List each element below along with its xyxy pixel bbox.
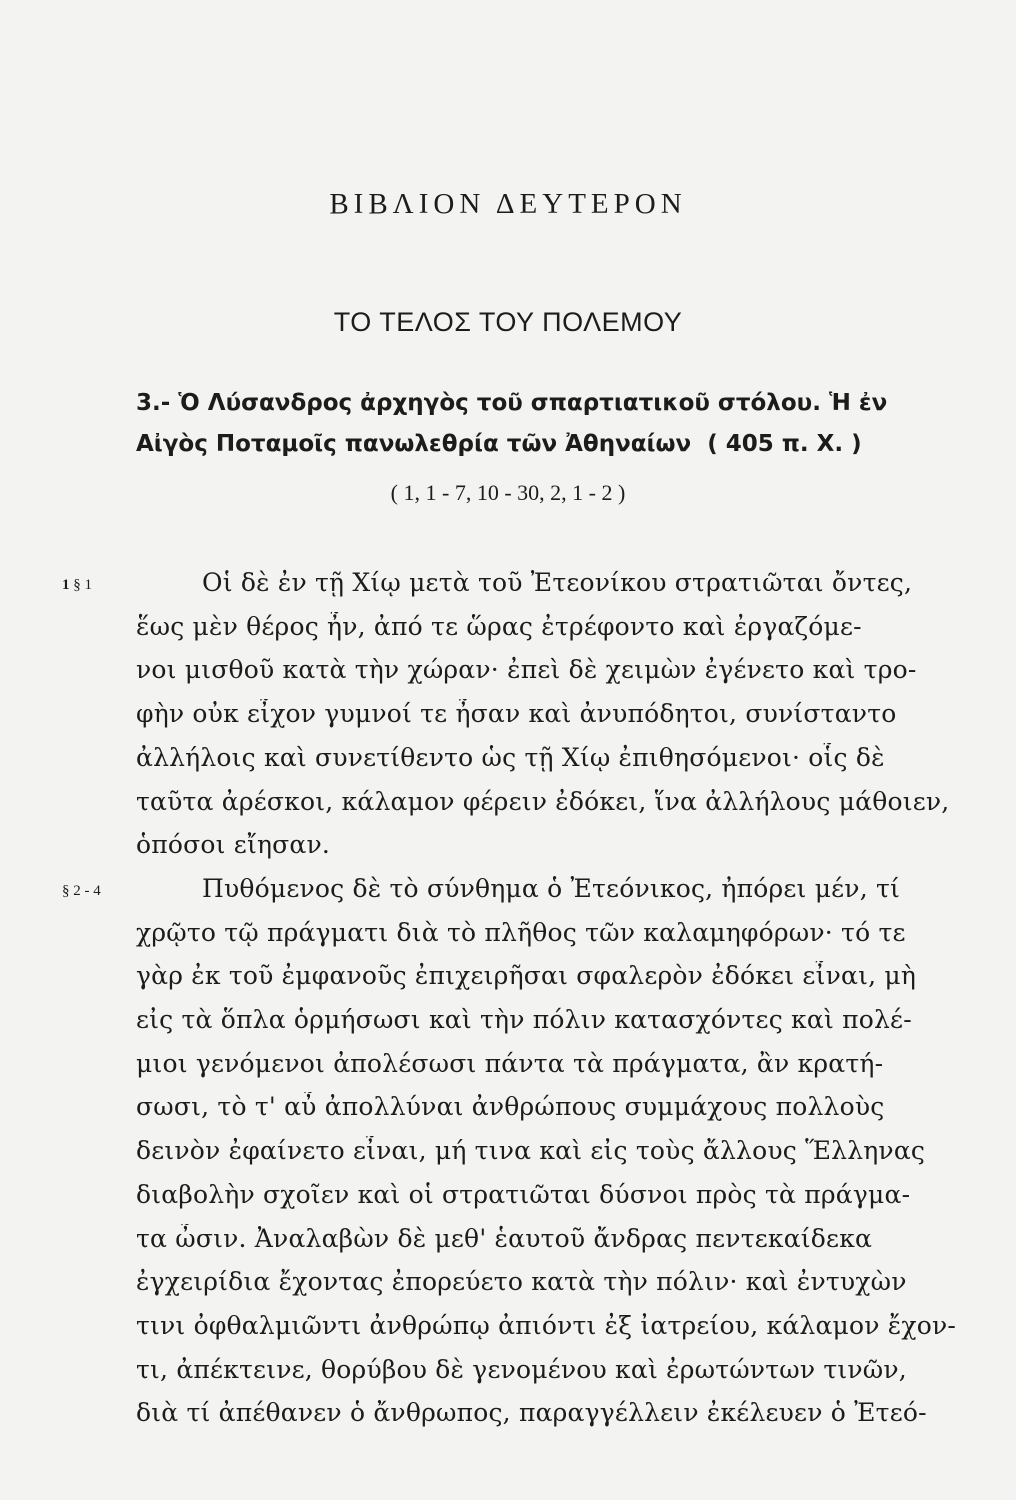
text-line: ἕως μὲν θέρος ἦν, ἀπό τε ὥρας ἐτρέφοντο καὶ ἐργαζόμε- — [136, 611, 862, 641]
paragraph-marker — [62, 577, 92, 594]
book-title: ΒΙΒΛΙΟΝ ΔΕΥΤΕΡΟΝ — [329, 188, 687, 220]
text-line: Πυθόμενος δὲ τὸ σύνθημα ὁ Ἐτεόνικος, ἠπόρει μέν, τί — [202, 873, 901, 903]
text-line: νοι μισθοῦ κατὰ τὴν χώραν· ἐπεὶ δὲ χειμὼν ἐγένετο καὶ τρο- — [136, 655, 917, 685]
section-heading-line-2 — [136, 424, 962, 465]
section-heading — [136, 383, 962, 465]
text-line: τι, ἀπέκτεινε, θορύβου δὲ γενομένου καὶ ἐρωτώντων τινῶν, — [136, 1354, 907, 1384]
section-heading-date: ( 405 π. Χ. ) — [707, 431, 862, 457]
text-line: τινι ὀφθαλμιῶντι ἀνθρώπῳ ἀπιόντι ἐξ ἰατρείου, κάλαμον ἔχον- — [136, 1310, 957, 1340]
chapter-title: ΤΟ ΤΕΛΟΣ ΤΟΥ ΠΟΛΕΜΟΥ — [333, 307, 683, 337]
section-heading-line-1: 3.- Ὁ Λύσανδρος ἀρχηγὸς τοῦ σπαρτιατικοῦ στόλου. Ἡ ἐν — [136, 390, 888, 416]
text-line: χρῷτο τῷ πράγματι διὰ τὸ πλῆθος τῶν καλαμηφόρων· τό τε — [136, 917, 906, 947]
text-line: διὰ τί ἀπέθανεν ὁ ἄνθρωπος, παραγγέλλειν ἐκέλευεν ὁ Ἐτεό- — [136, 1398, 927, 1428]
text-line: μιοι γενόμενοι ἀπολέσωσι πάντα τὰ πράγματα, ἂν κρατή- — [136, 1048, 884, 1078]
text-line: ταῦτα ἀρέσκοι, κάλαμον φέρειν ἐδόκει, ἵνα ἀλλήλους μάθοιεν, — [136, 786, 950, 816]
text-line: γὰρ ἐκ τοῦ ἐμφανοῦς ἐπιχειρῆσαι σφαλερὸν ἐδόκει εἶναι, μὴ — [136, 961, 916, 991]
text-line: εἰς τὰ ὅπλα ὁρμήσωσι καὶ τὴν πόλιν κατασχόντες καὶ πολέ- — [136, 1005, 912, 1034]
text-line: Οἱ δὲ ἐν τῇ Χίῳ μετὰ τοῦ Ἐτεονίκου στρατιῶται ὄντες, — [202, 568, 913, 597]
text-line: ἀλλήλοις καὶ συνετίθεντο ὡς τῇ Χίῳ ἐπιθησόμενοι· οἷς δὲ — [136, 742, 885, 772]
text-line: ὁπόσοι εἴησαν. — [136, 830, 331, 860]
paragraph-book-number: 1 — [62, 577, 70, 593]
section-heading-subject: Αἰγὸς Ποταμοῖς πανωλεθρία τῶν Ἀθηναίων — [136, 431, 692, 457]
text-line: σωσι, τὸ τ' αὖ ἀπολλύναι ἀνθρώπους συμμάχους πολλοὺς — [136, 1092, 885, 1122]
paragraph-marker — [62, 883, 101, 900]
source-references: ( 1, 1 - 7, 10 - 30, 2, 1 - 2 ) — [390, 480, 626, 505]
text-line: φὴν οὐκ εἶχον γυμνοί τε ἦσαν καὶ ἀνυπόδητοι, συνίσταντο — [136, 699, 897, 729]
paragraph-section-number: § 1 — [73, 577, 92, 593]
text-line: ἐγχειρίδια ἔχοντας ἐπορεύετο κατὰ τὴν πόλιν· καὶ ἐντυχὼν — [136, 1267, 907, 1297]
text-line: διαβολὴν σχοῖεν καὶ οἱ στρατιῶται δύσνοι πρὸς τὰ πράγμα- — [136, 1179, 911, 1209]
paragraph-section-number: § 2 - 4 — [62, 882, 101, 899]
text-line: δεινὸν ἐφαίνετο εἶναι, μή τινα καὶ εἰς τοὺς ἄλλους Ἕλληνας — [136, 1136, 926, 1166]
text-line: τα ὦσιν. Ἀναλαβὼν δὲ μεθ' ἑαυτοῦ ἄνδρας πεντεκαίδεκα — [136, 1223, 873, 1253]
